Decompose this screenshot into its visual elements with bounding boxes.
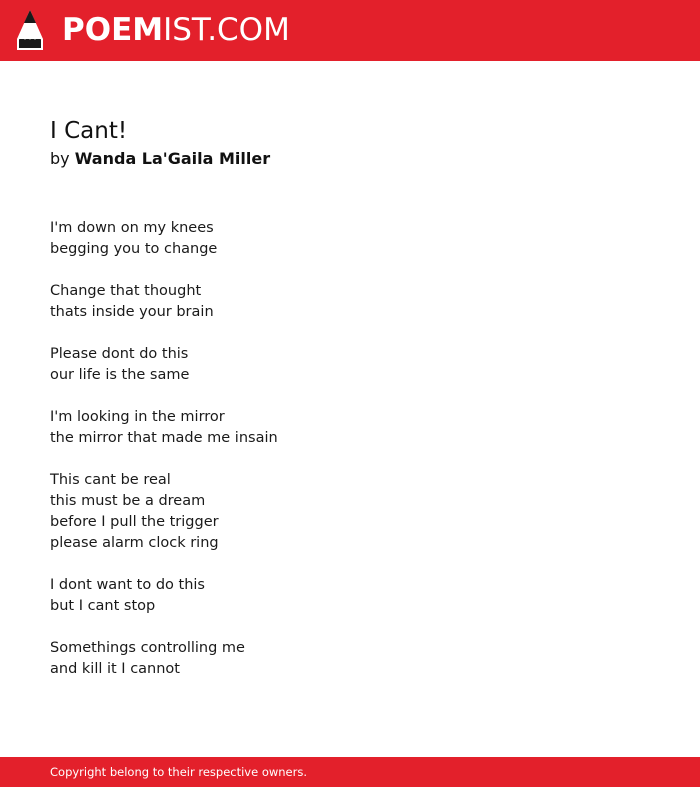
poem-line: This cant be real xyxy=(50,472,171,488)
poem-body xyxy=(50,218,650,701)
poem-line: thats inside your brain xyxy=(50,304,214,320)
poem-line: Change that thought xyxy=(50,283,202,299)
copyright-text: Copyright belong to their respective owners. xyxy=(50,765,308,779)
site-header xyxy=(0,0,700,61)
poem-line: I'm looking in the mirror xyxy=(50,409,225,425)
poem-line: I dont want to do this xyxy=(50,577,205,593)
logo-bold-text: POEM xyxy=(62,12,164,48)
poem-line: and kill it I cannot xyxy=(50,661,180,677)
poem-header xyxy=(50,115,650,170)
logo-light-text: IST.COM xyxy=(163,12,290,48)
poem-line: this must be a dream xyxy=(50,493,206,509)
author-name: Wanda La'Gaila Miller xyxy=(74,149,271,168)
poem-line: our life is the same xyxy=(50,367,190,383)
poem-line: Somethings controlling me xyxy=(50,640,245,656)
poem-line: I'm down on my knees xyxy=(50,220,214,236)
poem-line: before I pull the trigger xyxy=(50,514,219,530)
pencil-tip-icon[interactable] xyxy=(16,9,44,51)
poem-stanza xyxy=(50,470,650,554)
poem-stanza xyxy=(50,281,650,323)
poem-stanza xyxy=(50,407,650,449)
byline xyxy=(50,148,650,170)
by-label: by xyxy=(50,149,70,168)
site-logo[interactable] xyxy=(62,12,290,48)
poem-stanza xyxy=(50,638,650,680)
poem-line: the mirror that made me insain xyxy=(50,430,278,446)
poem-stanza xyxy=(50,344,650,386)
poem-title: I Cant! xyxy=(50,118,128,144)
poem-line: begging you to change xyxy=(50,241,218,257)
site-footer xyxy=(0,757,700,787)
poem-stanza xyxy=(50,218,650,260)
poem-stanza xyxy=(50,575,650,617)
poem-line: but I cant stop xyxy=(50,598,156,614)
poem-line: please alarm clock ring xyxy=(50,535,219,551)
poem-line: Please dont do this xyxy=(50,346,189,362)
